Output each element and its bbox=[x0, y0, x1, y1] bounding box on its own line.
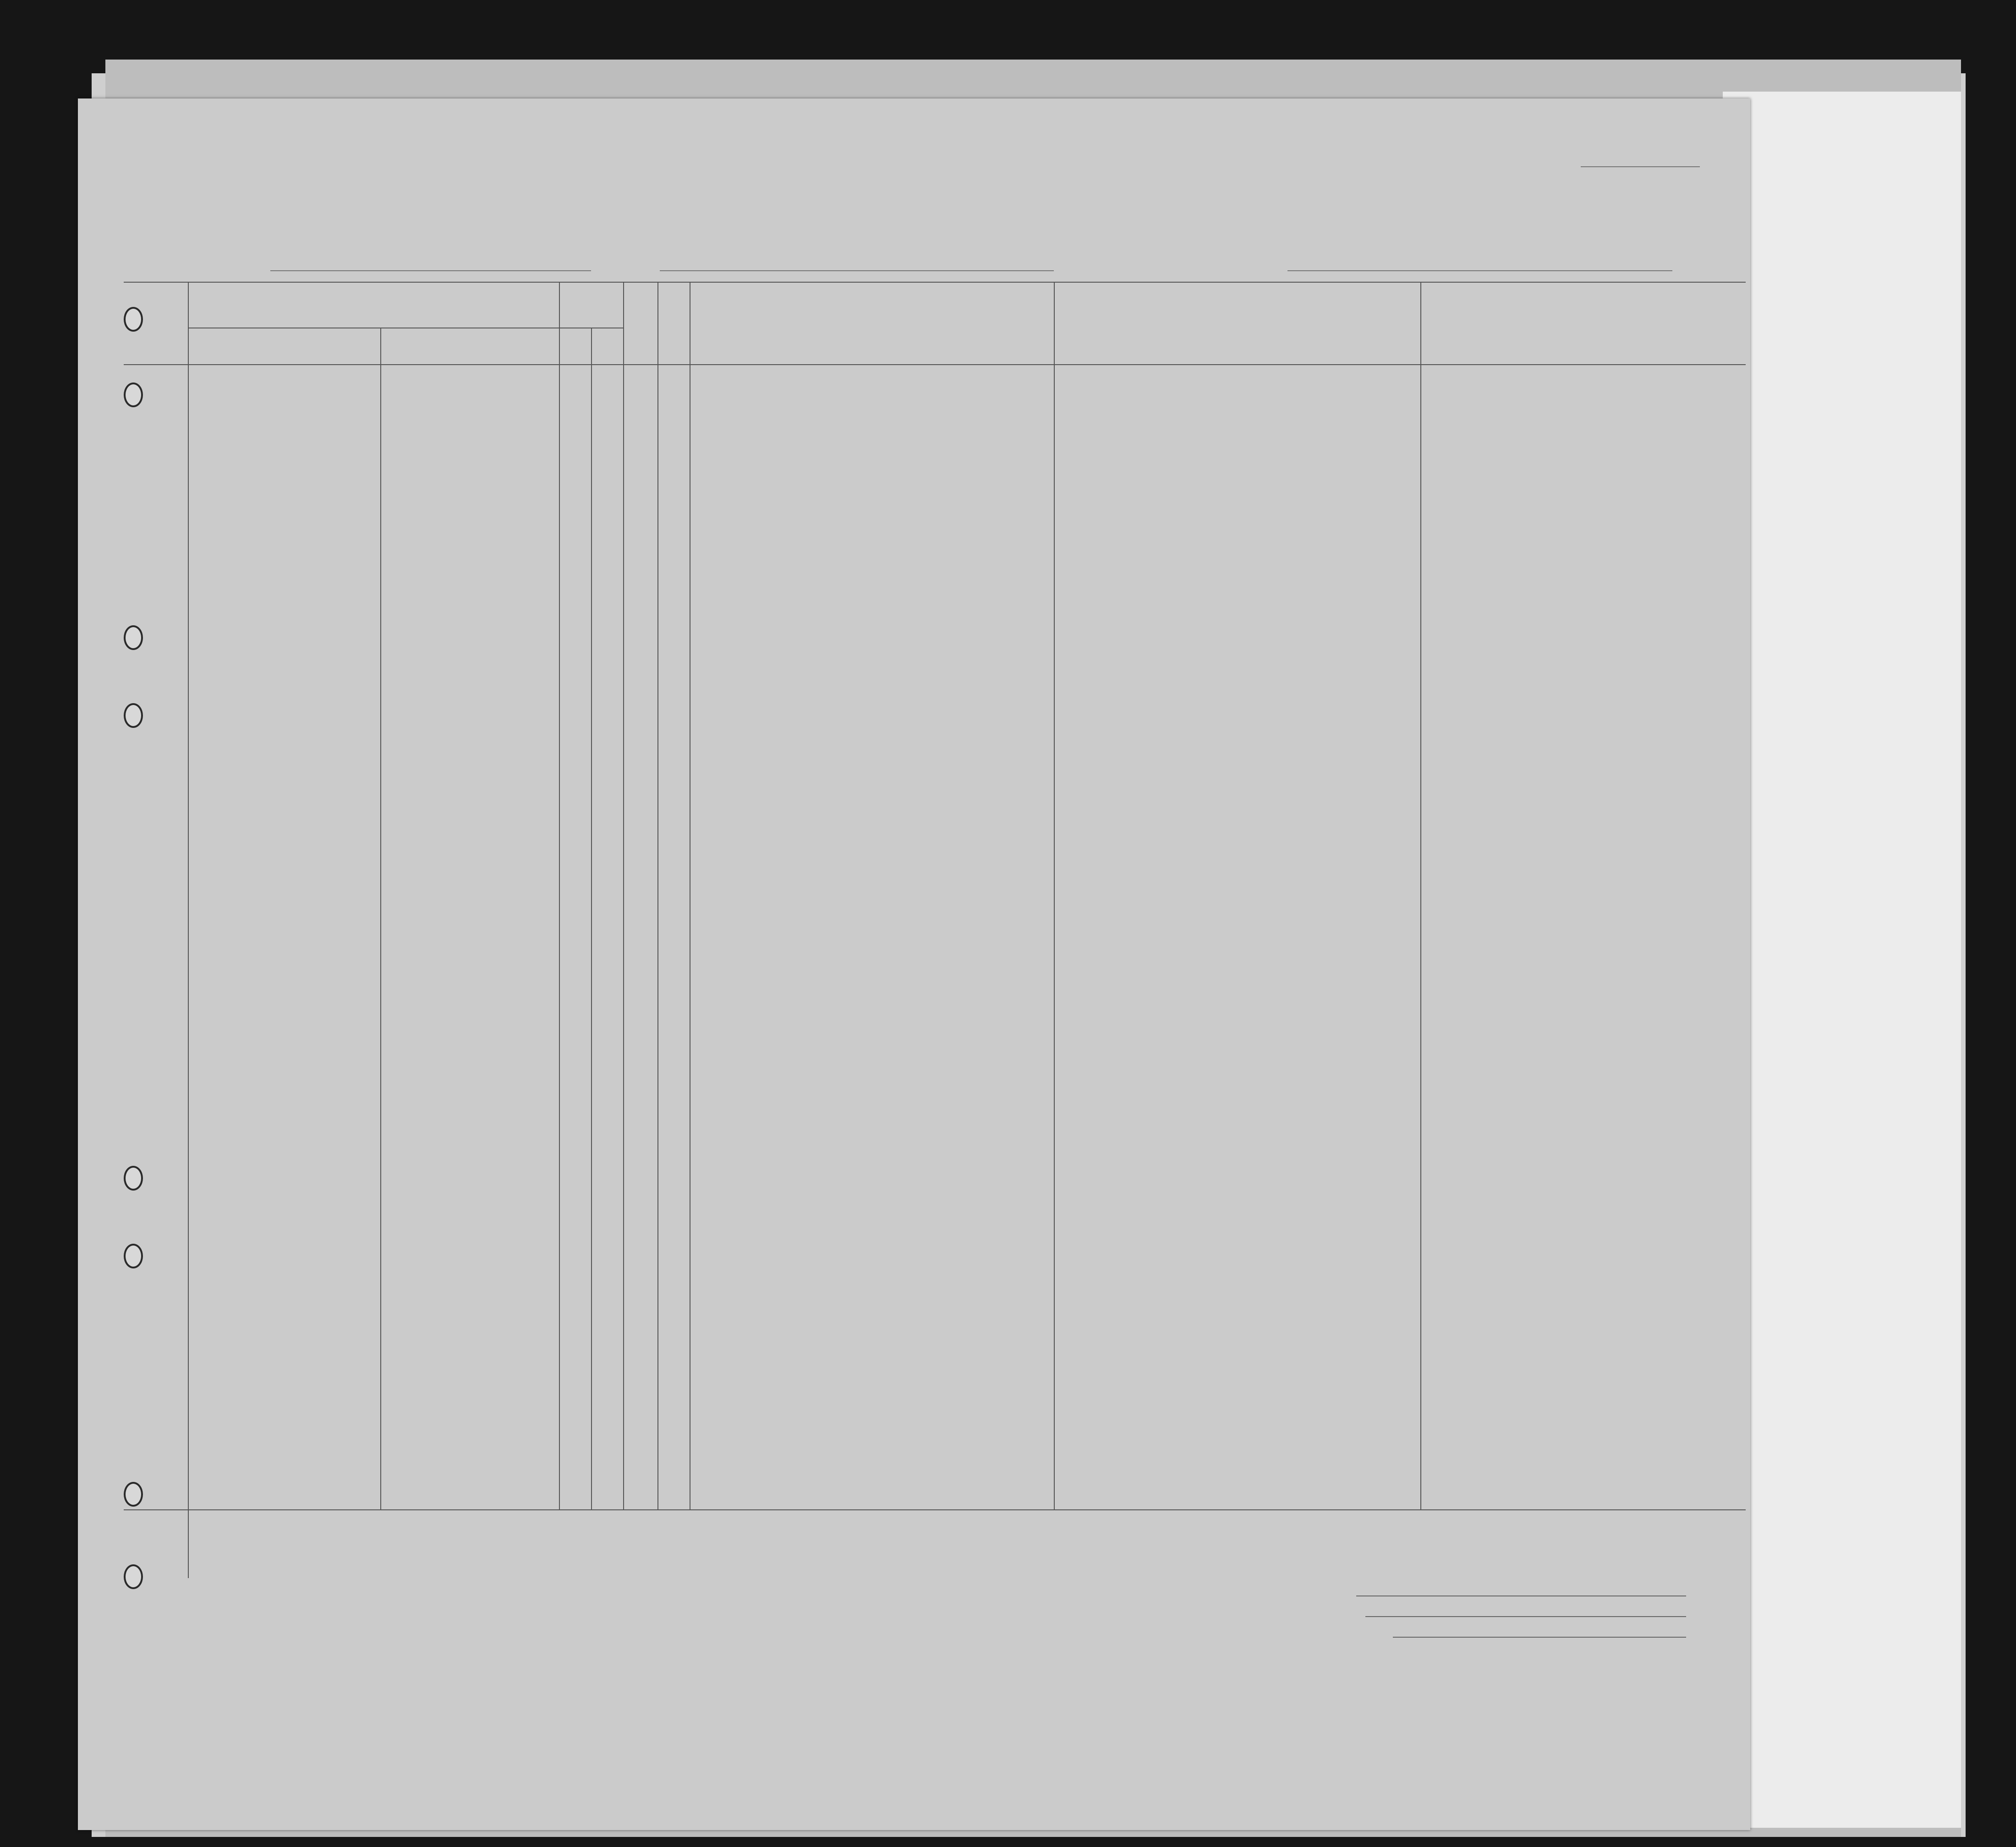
punch-hole bbox=[124, 1564, 143, 1589]
punch-hole bbox=[124, 703, 143, 728]
punch-hole bbox=[124, 383, 143, 407]
manifest-sheet bbox=[78, 98, 1750, 1830]
punch-hole bbox=[124, 1244, 143, 1268]
punch-hole bbox=[124, 307, 143, 332]
punch-hole bbox=[124, 1482, 143, 1507]
punch-hole bbox=[124, 1166, 143, 1191]
adjacent-page bbox=[1723, 92, 1961, 1828]
punch-hole bbox=[124, 625, 143, 650]
